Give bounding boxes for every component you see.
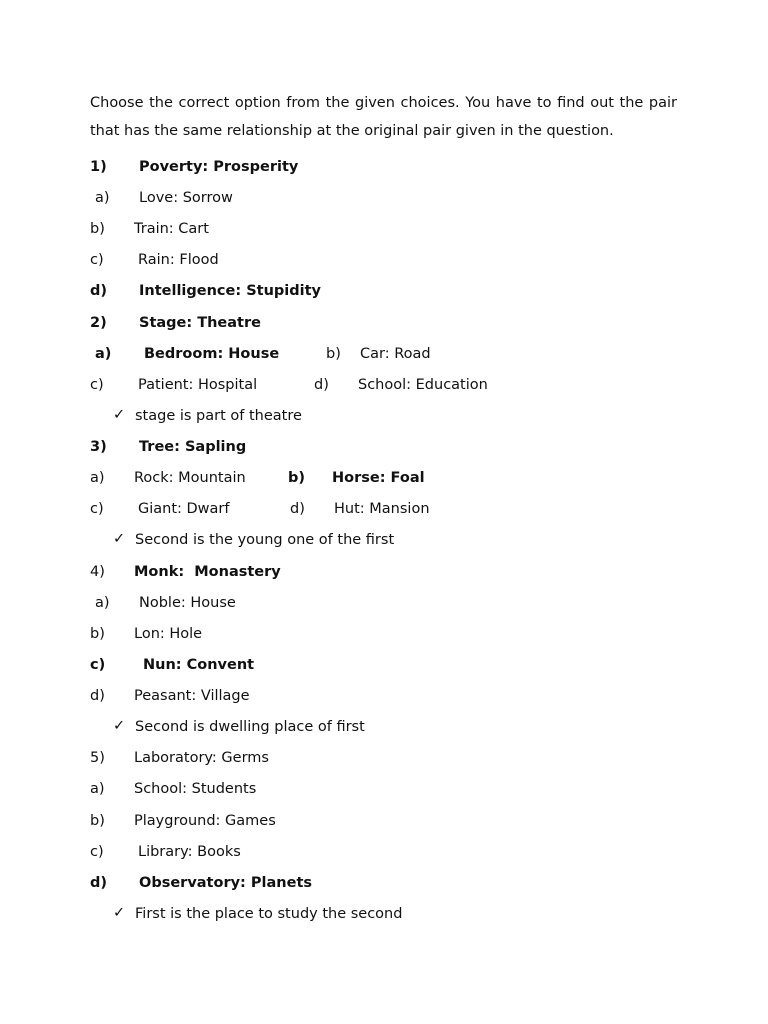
q1-option-d-key: d) bbox=[90, 283, 108, 299]
q3-option-b-key: b) bbox=[288, 470, 306, 486]
check-icon: ✓ bbox=[113, 407, 126, 423]
q5-option-c-key: c) bbox=[90, 844, 104, 860]
q1-option-d-answer: Intelligence: Stupidity bbox=[139, 283, 321, 299]
q5-option-a: School: Students bbox=[134, 781, 257, 797]
q5-option-b: Playground: Games bbox=[134, 813, 276, 829]
q4-explanation: Second is dwelling place of first bbox=[135, 719, 365, 735]
q2-option-d: School: Education bbox=[358, 377, 488, 393]
instructions-paragraph: Choose the correct option from the given choices. You have to find out the pair that has the same relationship at the original pair given in the question. bbox=[90, 95, 677, 139]
q2-option-b: Car: Road bbox=[360, 346, 431, 362]
q3-number: 3) bbox=[90, 439, 107, 455]
q1-option-b-key: b) bbox=[90, 221, 105, 237]
q4-option-a-key: a) bbox=[95, 595, 110, 611]
q5-option-a-key: a) bbox=[90, 781, 105, 797]
q2-option-c-key: c) bbox=[90, 377, 104, 393]
q3-option-c-key: c) bbox=[90, 501, 104, 517]
q3-option-b-answer: Horse: Foal bbox=[332, 470, 425, 486]
q3-option-c: Giant: Dwarf bbox=[138, 501, 230, 517]
q3-option-a: Rock: Mountain bbox=[134, 470, 246, 486]
q3-option-d-key: d) bbox=[290, 501, 305, 517]
q5-pair: Laboratory: Germs bbox=[134, 750, 269, 766]
q1-option-c: Rain: Flood bbox=[138, 252, 219, 268]
q1-option-c-key: c) bbox=[90, 252, 104, 268]
q3-explanation: Second is the young one of the first bbox=[135, 532, 395, 548]
q1-number: 1) bbox=[90, 159, 107, 175]
q5-option-d-key: d) bbox=[90, 875, 108, 891]
q2-option-d-key: d) bbox=[314, 377, 329, 393]
q4-option-b: Lon: Hole bbox=[134, 626, 203, 642]
q4-number: 4) bbox=[90, 564, 105, 580]
q4-option-c-answer: Nun: Convent bbox=[143, 657, 255, 673]
q2-pair: Stage: Theatre bbox=[139, 315, 261, 331]
check-icon: ✓ bbox=[113, 905, 126, 921]
check-icon: ✓ bbox=[113, 718, 126, 734]
q3-option-d: Hut: Mansion bbox=[334, 501, 430, 517]
q4-option-d-key: d) bbox=[90, 688, 105, 704]
q2-number: 2) bbox=[90, 315, 107, 331]
q3-pair: Tree: Sapling bbox=[139, 439, 247, 455]
q2-option-b-key: b) bbox=[326, 346, 341, 362]
q4-option-d: Peasant: Village bbox=[134, 688, 250, 704]
q1-option-b: Train: Cart bbox=[134, 221, 209, 237]
q5-option-b-key: b) bbox=[90, 813, 105, 829]
q2-option-c: Patient: Hospital bbox=[138, 377, 258, 393]
q4-option-c-key: c) bbox=[90, 657, 106, 673]
q3-option-a-key: a) bbox=[90, 470, 105, 486]
q4-option-a: Noble: House bbox=[139, 595, 236, 611]
q5-option-c: Library: Books bbox=[138, 844, 241, 860]
q2-explanation: stage is part of theatre bbox=[135, 408, 302, 424]
q5-option-d-answer: Observatory: Planets bbox=[139, 875, 313, 891]
q1-pair: Poverty: Prosperity bbox=[139, 159, 299, 175]
q1-option-a-key: a) bbox=[95, 190, 110, 206]
q5-number: 5) bbox=[90, 750, 105, 766]
check-icon: ✓ bbox=[113, 531, 126, 547]
q4-option-b-key: b) bbox=[90, 626, 105, 642]
q2-option-a-key: a) bbox=[95, 346, 112, 362]
q2-option-a-answer: Bedroom: House bbox=[144, 346, 280, 362]
q4-pair: Monk: Monastery bbox=[134, 564, 281, 580]
q5-explanation: First is the place to study the second bbox=[135, 906, 403, 922]
q1-option-a: Love: Sorrow bbox=[139, 190, 233, 206]
